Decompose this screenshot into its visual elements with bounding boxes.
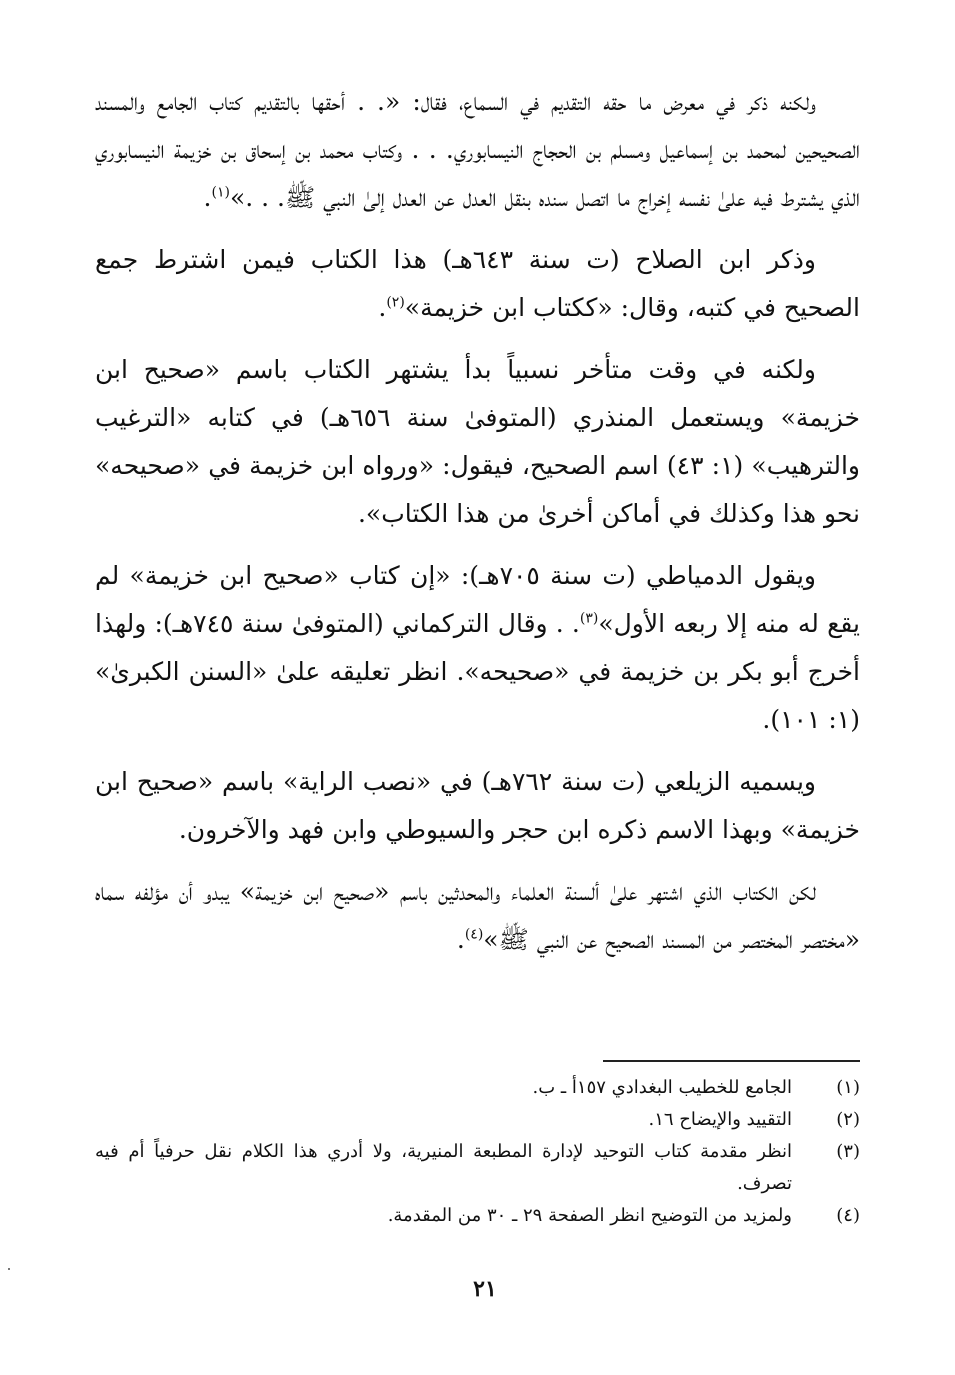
footnote-item: [95, 1200, 860, 1232]
paragraph: [95, 236, 860, 332]
paragraph-text: وذكر ابن الصلاح (ت سنة ٦٤٣هـ) هذا الكتاب فيمن اشترط جمع الصحيح في كتبه، وقال: «ككتاب ابن خزيمة»: [95, 245, 860, 322]
page-number: ٢١: [473, 1276, 497, 1302]
paragraph-tail: .: [203, 183, 212, 212]
paragraph-tail: .: [456, 925, 465, 954]
main-text: [95, 78, 860, 978]
paragraph-tail: . . وقال التركماني (المتوفىٰ سنة ٧٤٥هـ): ولهذا أخرج أبو بكر بن خزيمة في «صحيحه». انظر تعليقه علىٰ «السنن الكبرىٰ» (١: ١٠١).: [95, 609, 860, 734]
footnotes: [95, 1072, 860, 1232]
footnote-reference: (٣): [579, 610, 599, 627]
paragraph: [95, 868, 860, 964]
footnote-text: ولمزيد من التوضيح انظر الصفحة ٢٩ ـ ٣٠ من المقدمة.: [387, 1205, 792, 1226]
footnote-text: التقييد والإيضاح ١٦.: [648, 1109, 792, 1130]
paragraph-text: ولكنه ذكر في معرض ما حقه التقديم في السماع، فقال: «. . أحقها بالتقديم كتاب الجامع والمسند الصحيحين لمحمد بن إسماعيل ومسلم بن الحجاج النيسابوري. . . وكتاب محمد بن إسحاق بن خزيمة النيسابوري الذي يشترط فيه علىٰ نفسه إخراج ما اتصل سنده بنقل العدل عن العدل إلىٰ النبي ﷺ. . .»: [95, 87, 860, 212]
paragraph: [95, 78, 860, 222]
footnote-item: [95, 1136, 860, 1200]
footnote-item: [95, 1104, 860, 1136]
paragraph: [95, 758, 860, 854]
scan-speck: [8, 1268, 10, 1270]
paragraph-tail: .: [378, 293, 387, 322]
paragraph: [95, 346, 860, 538]
footnote-number: (١): [836, 1077, 860, 1098]
paragraph-text: ولكنه في وقت متأخر نسبياً بدأ يشتهر الكتاب باسم «صحيح ابن خزيمة» ويستعمل المنذري (المتوفىٰ سنة ٦٥٦هـ) في كتابه «الترغيب والترهيب» (١: ٤٣) اسم الصحيح، فيقول: «ورواه ابن خزيمة في «صحيحه» نحو هذا وكذلك في أماكن أخرىٰ من هذا الكتاب».: [95, 355, 860, 528]
footnote-reference: (٢): [386, 294, 405, 311]
footnote-reference: (٤): [464, 926, 484, 943]
footnote-item: [95, 1072, 860, 1104]
footnote-number: (٤): [836, 1205, 860, 1226]
paragraph-text: لكن الكتاب الذي اشتهر علىٰ ألسنة العلماء والمحدثين باسم «صحيح ابن خزيمة» يبدو أن مؤلفه سماه «مختصر المختصر من المسند الصحيح عن النبي ﷺ»: [95, 877, 860, 954]
paragraph-text: ويسميه الزيلعي (ت سنة ٧٦٢هـ) في «نصب الراية» باسم «صحيح ابن خزيمة» وبهذا الاسم ذكره ابن حجر والسيوطي وابن فهد والآخرون.: [95, 767, 860, 844]
footnote-number: (٣): [836, 1141, 860, 1162]
footnote-separator: [603, 1060, 860, 1062]
footnote-text: انظر مقدمة كتاب التوحيد لإدارة المطبعة المنيرية، ولا أدري هذا الكلام نقل حرفياً أم فيه تصرف.: [95, 1141, 792, 1194]
footnote-text: الجامع للخطيب البغدادي ١٥٧أ ـ ب.: [532, 1077, 792, 1098]
paragraph-text: ويقول الدمياطي (ت سنة ٧٠٥هـ): «إن كتاب «صحيح ابن خزيمة» لم يقع له منه إلا ربعه الأول»: [95, 561, 860, 638]
footnote-number: (٢): [836, 1109, 860, 1130]
paragraph: [95, 552, 860, 744]
footnote-reference: (١): [211, 184, 230, 201]
